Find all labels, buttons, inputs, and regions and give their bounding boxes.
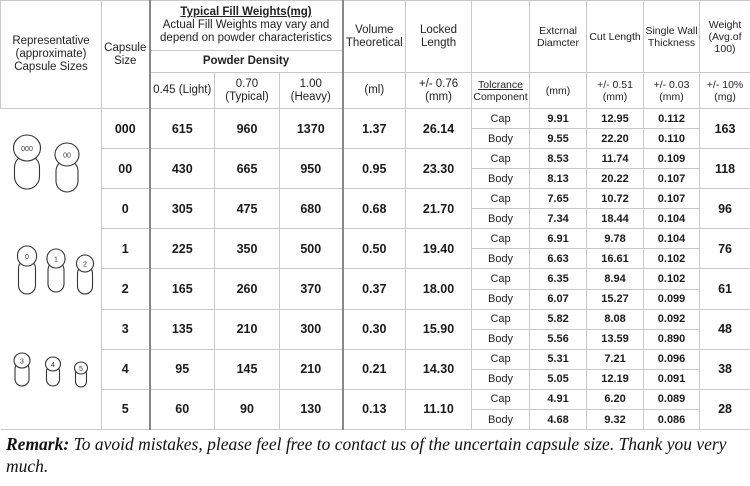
component-body: Body xyxy=(472,289,530,309)
remark-text: To avoid mistakes, please feel free to contact us of the uncertain capsule size. Thank you very much. xyxy=(6,434,727,476)
fill-light: 430 xyxy=(150,149,215,189)
locked-length-value: 23.30 xyxy=(406,149,472,189)
capsule-5-icon xyxy=(74,362,87,387)
cap-external-diameter: 4.91 xyxy=(530,389,587,409)
capsule-label: 4 xyxy=(50,362,55,369)
table-row xyxy=(1,349,750,369)
component-cap: Cap xyxy=(472,109,530,129)
weight-value: 118 xyxy=(700,149,750,189)
header-volume-unit: (ml) xyxy=(343,73,406,109)
header-tolerance: Tolcrance xyxy=(478,78,523,91)
weight-value: 96 xyxy=(700,189,750,229)
capsule-label: 5 xyxy=(78,366,83,373)
fill-light: 225 xyxy=(150,229,215,269)
cap-external-diameter: 9.91 xyxy=(530,109,587,129)
component-cap: Cap xyxy=(472,309,530,329)
fill-typical: 145 xyxy=(215,349,280,389)
fill-light: 135 xyxy=(150,309,215,349)
body-cut-length: 13.59 xyxy=(587,329,644,349)
weight-value: 28 xyxy=(700,389,750,429)
fill-typical: 260 xyxy=(215,269,280,309)
body-cut-length: 15.27 xyxy=(587,289,644,309)
fill-heavy: 500 xyxy=(280,229,343,269)
header-representative: Representative (approximate) Capsule Sizes xyxy=(1,1,102,109)
cap-external-diameter: 6.35 xyxy=(530,269,587,289)
body-external-diameter: 6.07 xyxy=(530,289,587,309)
header-wall-tolerance: +/- 0.03 (mm) xyxy=(644,73,700,109)
body-external-diameter: 9.55 xyxy=(530,129,587,149)
header-weight-tolerance: +/- 10% (mg) xyxy=(700,73,750,109)
cap-cut-length: 9.78 xyxy=(587,229,644,249)
component-cap: Cap xyxy=(472,149,530,169)
table-row xyxy=(1,269,750,289)
header-blank xyxy=(472,1,530,73)
header-volume: Volume Theoretical xyxy=(343,1,406,73)
capsule-label: 1 xyxy=(53,256,58,264)
cap-external-diameter: 8.53 xyxy=(530,149,587,169)
component-cap: Cap xyxy=(472,349,530,369)
fill-heavy: 680 xyxy=(280,189,343,229)
cap-wall-thickness: 0.104 xyxy=(644,229,700,249)
fill-light: 95 xyxy=(150,349,215,389)
volume-value: 0.95 xyxy=(343,149,406,189)
capsule-label: 2 xyxy=(82,261,87,269)
header-fill-title: Typical Fill Weights(mg) xyxy=(180,6,312,18)
fill-light: 305 xyxy=(150,189,215,229)
cap-cut-length: 10.72 xyxy=(587,189,644,209)
body-cut-length: 22.20 xyxy=(587,129,644,149)
fill-light: 165 xyxy=(150,269,215,309)
cap-wall-thickness: 0.089 xyxy=(644,389,700,409)
fill-typical: 350 xyxy=(215,229,280,269)
component-body: Body xyxy=(472,209,530,229)
header-cut-tolerance: +/- 0.51 (mm) xyxy=(587,73,644,109)
capsule-label: 000 xyxy=(20,146,33,153)
body-wall-thickness: 0.086 xyxy=(644,410,700,430)
body-external-diameter: 5.05 xyxy=(530,369,587,389)
cap-cut-length: 7.21 xyxy=(587,349,644,369)
component-cap: Cap xyxy=(472,229,530,249)
locked-length-value: 26.14 xyxy=(406,109,472,149)
body-cut-length: 16.61 xyxy=(587,249,644,269)
header-tolerance-component xyxy=(472,73,530,109)
component-body: Body xyxy=(472,169,530,189)
fill-heavy: 370 xyxy=(280,269,343,309)
table-row xyxy=(1,109,750,129)
header-fill-weights xyxy=(150,1,343,51)
volume-value: 0.13 xyxy=(343,389,406,429)
table-row xyxy=(1,229,750,249)
body-cut-length: 12.19 xyxy=(587,369,644,389)
header-cut: Cut Length xyxy=(587,1,644,73)
capsule-label: 3 xyxy=(19,358,24,366)
fill-heavy: 130 xyxy=(280,389,343,429)
weight-value: 61 xyxy=(700,269,750,309)
cap-wall-thickness: 0.102 xyxy=(644,269,700,289)
component-body: Body xyxy=(472,369,530,389)
remark-note xyxy=(6,433,748,477)
component-body: Body xyxy=(472,249,530,269)
header-capsule-size: Capsule Size xyxy=(102,1,150,109)
volume-value: 0.68 xyxy=(343,189,406,229)
header-locked-tolerance: +/- 0.76 (mm) xyxy=(406,73,472,109)
volume-value: 0.30 xyxy=(343,309,406,349)
body-wall-thickness: 0.104 xyxy=(644,209,700,229)
body-wall-thickness: 0.890 xyxy=(644,329,700,349)
capsule-illustrations xyxy=(1,109,101,429)
locked-length-value: 14.30 xyxy=(406,349,472,389)
header-density-light: 0.45 (Light) xyxy=(150,73,215,109)
cap-wall-thickness: 0.096 xyxy=(644,349,700,369)
cap-cut-length: 6.20 xyxy=(587,389,644,409)
body-wall-thickness: 0.107 xyxy=(644,169,700,189)
component-body: Body xyxy=(472,410,530,430)
fill-typical: 210 xyxy=(215,309,280,349)
header-external: Extcrnal Diamcter xyxy=(530,1,587,73)
body-cut-length: 18.44 xyxy=(587,209,644,229)
fill-light: 615 xyxy=(150,109,215,149)
body-external-diameter: 7.34 xyxy=(530,209,587,229)
fill-heavy: 1370 xyxy=(280,109,343,149)
header-fill-note: Actual Fill Weights may vary and depend on powder characteristics xyxy=(160,19,332,44)
remark-lead: Remark: xyxy=(6,434,70,454)
capsule-size: 00 xyxy=(102,149,150,189)
cap-external-diameter: 5.82 xyxy=(530,309,587,329)
component-body: Body xyxy=(472,129,530,149)
table-row xyxy=(1,309,750,329)
volume-value: 0.50 xyxy=(343,229,406,269)
component-cap: Cap xyxy=(472,269,530,289)
table-row xyxy=(1,389,750,409)
capsule-00-icon xyxy=(55,143,79,192)
cap-external-diameter: 6.91 xyxy=(530,229,587,249)
capsule-size: 2 xyxy=(102,269,150,309)
body-cut-length: 9.32 xyxy=(587,410,644,430)
fill-typical: 665 xyxy=(215,149,280,189)
weight-value: 76 xyxy=(700,229,750,269)
capsule-3-icon xyxy=(14,353,30,386)
table-header xyxy=(1,1,750,109)
capsule-size: 5 xyxy=(102,389,150,429)
capsule-label: 00 xyxy=(62,152,71,160)
capsule-label: 0 xyxy=(24,254,29,261)
cap-wall-thickness: 0.112 xyxy=(644,109,700,129)
body-external-diameter: 8.13 xyxy=(530,169,587,189)
capsule-4-icon xyxy=(45,357,60,386)
locked-length-value: 15.90 xyxy=(406,309,472,349)
body-external-diameter: 4.68 xyxy=(530,410,587,430)
component-cap: Cap xyxy=(472,189,530,209)
capsule-size: 0 xyxy=(102,189,150,229)
body-wall-thickness: 0.099 xyxy=(644,289,700,309)
table-body xyxy=(1,109,750,430)
cap-wall-thickness: 0.109 xyxy=(644,149,700,169)
capsule-000-icon xyxy=(13,135,40,189)
capsule-size: 4 xyxy=(102,349,150,389)
cap-external-diameter: 7.65 xyxy=(530,189,587,209)
capsule-size: 1 xyxy=(102,229,150,269)
locked-length-value: 19.40 xyxy=(406,229,472,269)
body-external-diameter: 6.63 xyxy=(530,249,587,269)
volume-value: 1.37 xyxy=(343,109,406,149)
cap-wall-thickness: 0.107 xyxy=(644,189,700,209)
capsule-0-icon xyxy=(17,246,36,294)
weight-value: 38 xyxy=(700,349,750,389)
header-component: Component xyxy=(473,90,528,103)
body-wall-thickness: 0.091 xyxy=(644,369,700,389)
header-density-heavy: 1.00 (Heavy) xyxy=(280,73,343,109)
fill-heavy: 950 xyxy=(280,149,343,189)
locked-length-value: 21.70 xyxy=(406,189,472,229)
fill-typical: 960 xyxy=(215,109,280,149)
body-wall-thickness: 0.102 xyxy=(644,249,700,269)
weight-value: 48 xyxy=(700,309,750,349)
fill-typical: 475 xyxy=(215,189,280,229)
body-external-diameter: 5.56 xyxy=(530,329,587,349)
fill-typical: 90 xyxy=(215,389,280,429)
volume-value: 0.37 xyxy=(343,269,406,309)
volume-value: 0.21 xyxy=(343,349,406,389)
fill-heavy: 300 xyxy=(280,309,343,349)
capsule-2-icon xyxy=(76,255,93,294)
cap-cut-length: 8.08 xyxy=(587,309,644,329)
cap-wall-thickness: 0.092 xyxy=(644,309,700,329)
table-row xyxy=(1,189,750,209)
body-cut-length: 20.22 xyxy=(587,169,644,189)
cap-external-diameter: 5.31 xyxy=(530,349,587,369)
component-body: Body xyxy=(472,329,530,349)
header-wall: Single Wall Thickness xyxy=(644,1,700,73)
weight-value: 163 xyxy=(700,109,750,149)
header-powder-density: Powder Density xyxy=(150,51,343,73)
capsule-1-icon xyxy=(47,249,65,292)
header-locked: Locked Length xyxy=(406,1,472,73)
header-density-typical: 0.70 (Typical) xyxy=(215,73,280,109)
locked-length-value: 18.00 xyxy=(406,269,472,309)
capsule-size: 000 xyxy=(102,109,150,149)
header-external-unit: (mm) xyxy=(530,73,587,109)
cap-cut-length: 11.74 xyxy=(587,149,644,169)
cap-cut-length: 12.95 xyxy=(587,109,644,129)
body-wall-thickness: 0.110 xyxy=(644,129,700,149)
table-row xyxy=(1,149,750,169)
cap-cut-length: 8.94 xyxy=(587,269,644,289)
capsule-illustration-cell xyxy=(1,109,102,430)
fill-light: 60 xyxy=(150,389,215,429)
capsule-size: 3 xyxy=(102,309,150,349)
locked-length-value: 11.10 xyxy=(406,389,472,429)
fill-heavy: 210 xyxy=(280,349,343,389)
component-cap: Cap xyxy=(472,389,530,409)
header-weight: Weight (Avg.of 100) xyxy=(700,1,750,73)
